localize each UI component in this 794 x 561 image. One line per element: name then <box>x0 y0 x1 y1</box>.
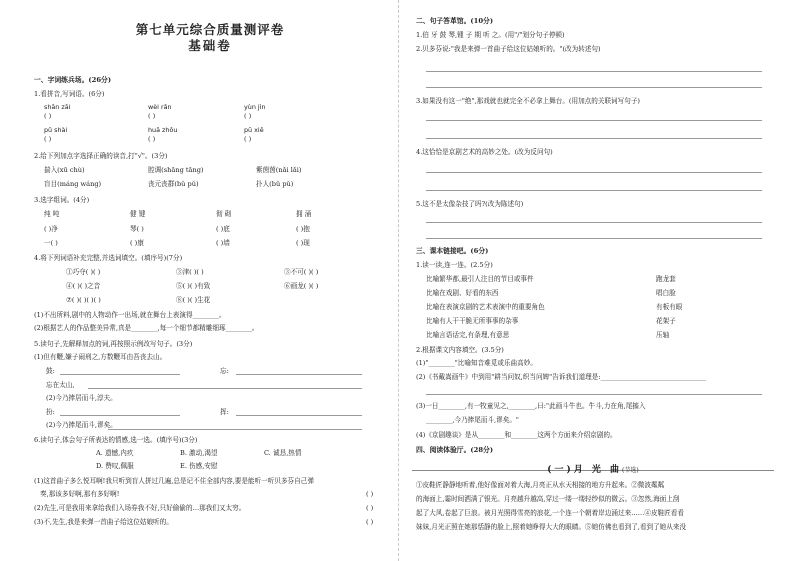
answer-box[interactable]: ( ) <box>148 112 156 120</box>
q6-option: E. 伤感,安慰 <box>180 462 218 470</box>
answer-line[interactable] <box>426 120 762 121</box>
answer-line[interactable] <box>426 138 762 139</box>
q3-chars: 彻 砌 <box>216 210 232 218</box>
q3-blank[interactable]: ( )底 <box>216 225 230 233</box>
q3-chars: 拥 涌 <box>296 210 312 218</box>
q5-sentence: (2)今乃捧居而斗,淳夫。 <box>46 394 117 402</box>
reading-line: 的海面上,霎时间洒满了银光。月亮越升越高,穿过一缕一缕轻纱似的微云。③忽然,海面上刮 <box>416 495 680 503</box>
q5-word: 挥: <box>220 408 229 416</box>
answer-box[interactable]: ( ) <box>366 490 374 498</box>
q3-chars: 纯 吨 <box>44 210 60 218</box>
q4-sentence: (2)根据艺人的作品整美异常,真是________,每一个细节都精雕细琢________。 <box>34 324 259 332</box>
q1-prompt: 1.看拼音,写词语。(6分) <box>34 90 105 98</box>
q3-blank[interactable]: 琴( ) <box>130 225 144 233</box>
q6-sentence: (3)不,先生,我是来弹一首曲子给这位姑娘听的。 <box>34 518 173 526</box>
match-left[interactable]: 比喻繁华都,最引人注目的节目或事件 <box>426 275 534 283</box>
r-q7-item: (2)《书戴嵩画牛》中到用"耕当问奴,织当问婢"告诉我们道理是:________________________________ <box>416 373 707 381</box>
answer-box[interactable]: ( ) <box>366 518 374 526</box>
answer-line[interactable] <box>426 394 762 395</box>
q5-sentence: (1)但有鞭,嫌子闹刑之,方数鞭耳由吾丧去山。 <box>34 353 167 361</box>
section-2-heading: 二、句子答革馆。(10分) <box>416 17 494 25</box>
right-column <box>412 0 774 561</box>
r-q2: 2.贝多芬说:"我是来弹一首曲子给这位姑娘听的。"(改为转述句) <box>416 45 601 53</box>
q4-idiom[interactable]: ⑥画龙( )( ) <box>284 282 319 290</box>
q1-pinyin: pǔ shài <box>44 126 68 134</box>
answer-line[interactable] <box>426 222 762 223</box>
q1-pinyin: pū xiě <box>244 126 264 134</box>
page-subtitle: 基础卷 <box>188 38 232 53</box>
q2-option[interactable]: 紫茵茵(nǎi lǎi) <box>256 166 302 174</box>
q6-option: B. 激动,渴望 <box>180 449 218 457</box>
q5-word: 忘: <box>220 367 229 375</box>
q5-word: 扮: <box>46 408 55 416</box>
q5-word: 鼓: <box>46 367 55 375</box>
answer-line[interactable] <box>236 415 362 416</box>
q5-sentence: 忘在太山, <box>46 381 75 389</box>
answer-line[interactable] <box>426 190 762 191</box>
q5-prompt: 5.读句子,先解释加点的词,再按照示例改写句子。(3分) <box>34 340 193 348</box>
q6-option: A. 遗憾,内疚 <box>96 449 134 457</box>
q4-idiom[interactable]: ⑦( )( )( )( ) <box>66 296 101 304</box>
q6-sentence: 奏,那该多好啊,那有多好啊! <box>40 490 120 498</box>
q2-option[interactable]: 腔调(shāng tāng) <box>148 166 204 174</box>
q6-option: C. 诚恳,热情 <box>264 449 302 457</box>
q4-idiom[interactable]: ①巧夺( )( ) <box>66 268 101 276</box>
reading-title: (一)月 光 曲(节选) <box>547 465 639 475</box>
q4-prompt: 4.将下列词语补充完整,并选词填空。(填序号)(7分) <box>34 254 183 262</box>
section-1-heading: 一、字词练兵场。(26分) <box>34 76 112 84</box>
match-left[interactable]: 比喻在表演京剧的艺术表演中的重要角色 <box>426 303 545 311</box>
section-4-heading: 四、阅读体验厅。(28分) <box>416 446 494 454</box>
match-left[interactable]: 比喻在戏剧、好看的东西 <box>426 289 499 297</box>
q4-idiom[interactable]: ⑤( )( )有致 <box>176 282 211 290</box>
q4-idiom[interactable]: ④( )( )之音 <box>66 282 101 290</box>
reading-line: ①皮鞋匠静静地听着,他好像面对着大海,月亮正从水天相接的地方升起来。②微波粼粼 <box>416 481 665 489</box>
q4-idiom[interactable]: ③津( )( ) <box>176 268 204 276</box>
match-left[interactable]: 比喻言语话完,有条理,有意思 <box>426 331 510 339</box>
reading-line: 妹妹,月光正照在她那恬静的脸上,照着她睁得大大的眼睛。⑤她仿佛也看到了,看到了她从来没 <box>416 523 687 531</box>
q3-blank[interactable]: ( )现 <box>296 239 310 247</box>
q1-pinyin: huā zhǒu <box>148 126 178 134</box>
match-right[interactable]: 有板有眼 <box>656 303 683 311</box>
q3-blank[interactable]: ( )康 <box>130 239 144 247</box>
q6-sentence: (1)这首曲子多么悦耳啊!我只听到盲人拼过几遍,总是记不住全部内容,要是能听一听贝多芬自己弹 <box>34 477 314 485</box>
q6-option: D. 赞叹,佩服 <box>96 462 134 470</box>
answer-line[interactable] <box>88 388 362 389</box>
q4-idiom[interactable]: ③不可( )( ) <box>284 268 319 276</box>
match-right[interactable]: 唱白脸 <box>656 289 676 297</box>
answer-line[interactable] <box>60 415 180 416</box>
q2-option[interactable]: 丧元丧群(bǔ pǔ) <box>148 180 199 188</box>
r-q7-item: ________,今乃捧尾而斗,谬矣。" <box>426 416 519 424</box>
answer-box[interactable]: ( ) <box>44 112 52 120</box>
answer-line[interactable] <box>426 71 762 72</box>
q3-chars: 健 键 <box>130 210 146 218</box>
q2-prompt: 2.给下列加点字选择正确的读音,打"√"。(3分) <box>34 152 168 160</box>
r-q6: 1.读一读,连一连。(2.5分) <box>416 261 493 269</box>
q2-option[interactable]: 盲目(máng wáng) <box>44 180 102 188</box>
answer-box[interactable]: ( ) <box>44 135 52 143</box>
r-q4: 4.这恰恰是京剧艺术的高妙之处。(改为反问句) <box>416 148 553 156</box>
answer-line[interactable] <box>426 238 762 239</box>
match-right[interactable]: 花架子 <box>656 317 676 325</box>
q1-pinyin: shān zāi <box>44 103 71 111</box>
answer-box[interactable]: ( ) <box>148 135 156 143</box>
q6-sentence: (2)先生,可是我用来拿给我们入场券我不好,只好偷偷的…那我们又太穷。 <box>34 504 246 512</box>
r-q7-item: (4)《京剧趣谈》是从________和________这两个方面来介绍京剧的。 <box>416 431 617 439</box>
answer-line[interactable] <box>426 172 762 173</box>
match-right[interactable]: 压轴 <box>656 331 670 339</box>
left-column <box>30 0 390 561</box>
answer-box[interactable]: ( ) <box>366 504 374 512</box>
q2-option[interactable]: 扑人(bǔ pǔ) <box>256 180 294 188</box>
r-q3: 3.如果没有这一"绝",那戏就也就完全不必拿上舞台。(用加点的关联词写句子) <box>416 97 641 105</box>
page-title: 第七单元综合质量测评卷 <box>135 22 285 37</box>
r-q1: 1.伯 牙 鼓 琴,锺 子 期 听 之。(用"/"划分句子停顿) <box>416 31 565 39</box>
answer-box[interactable]: ( ) <box>244 112 252 120</box>
q1-pinyin: wèi rǎn <box>148 103 172 111</box>
match-right[interactable]: 跑龙套 <box>656 275 676 283</box>
section-3-heading: 三、课本链接吧。(6分) <box>416 247 489 255</box>
answer-line[interactable] <box>236 374 362 375</box>
q4-sentence: (1)不出所料,剧中的人物动作一出场,就在舞台上表演得________。 <box>34 311 226 319</box>
answer-line[interactable] <box>108 429 362 430</box>
q3-blank[interactable]: ( )抱 <box>296 225 310 233</box>
answer-line[interactable] <box>60 374 180 375</box>
q3-blank[interactable]: ( )净 <box>44 225 58 233</box>
q3-prompt: 3.选字组词。(4分) <box>34 196 90 204</box>
q5-sentence: (2)今乃捧尾而斗,谬矣。 <box>46 421 117 429</box>
q3-blank[interactable]: ( )墙 <box>216 239 230 247</box>
q3-blank[interactable]: 一( ) <box>44 239 58 247</box>
answer-line[interactable] <box>426 87 762 88</box>
r-q7-item: (3)一日________,有一牧童见之,________,曰:"此画斗牛也。牛斗,力在角,尾搐入 <box>416 402 646 410</box>
q2-option[interactable]: 揣入(xū chù) <box>44 166 85 174</box>
r-q7: 2.根据课文内容填空。(3.5分) <box>416 346 504 354</box>
r-q7-item: (1)"________"比喻知音难觅或乐曲高妙。 <box>416 359 537 367</box>
q1-pinyin: yùn jìn <box>244 103 266 111</box>
reading-line: 起了大风,卷起了巨浪。被月光照得雪亮的浪花,一个连一个朝着岸边涌过来……④皮鞋匠看看 <box>416 509 684 517</box>
match-left[interactable]: 比喻有人干干脆无所事事的杂事 <box>426 317 519 325</box>
center-fold-divider <box>398 0 399 561</box>
answer-box[interactable]: ( ) <box>244 135 252 143</box>
q4-idiom[interactable]: ⑧( )( )生花 <box>176 296 211 304</box>
q6-prompt: 6.读句子,体会句子所表达的情感,选一选。(填序号)(3分) <box>34 436 198 444</box>
r-q5: 5.这不是太像杂技了吗?(改为陈述句) <box>416 200 524 208</box>
